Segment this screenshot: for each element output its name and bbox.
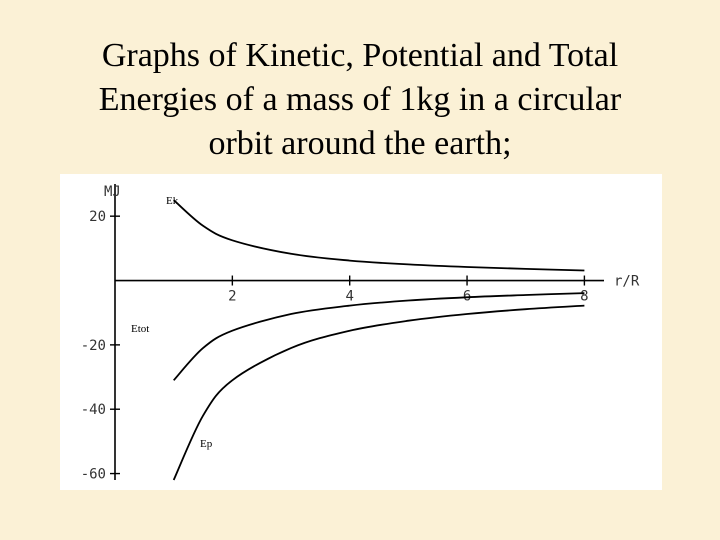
- series-label-etot: Etot: [131, 323, 150, 335]
- x-tick-label: 4: [345, 288, 354, 305]
- x-tick-label: 6: [462, 288, 472, 305]
- slide-title: [0, 34, 720, 166]
- axis-ticks: [81, 209, 589, 482]
- y-tick-label: -20: [80, 337, 106, 354]
- series-label-ep: Ep: [200, 438, 213, 450]
- y-axis-label: MJ: [104, 184, 121, 200]
- title-line-3: orbit around the earth;: [208, 125, 512, 162]
- y-tick-label: -60: [80, 466, 106, 483]
- curves: [174, 200, 585, 480]
- chart-panel: [60, 174, 662, 490]
- title-line-2: Energies of a mass of 1kg in a circular: [98, 81, 622, 118]
- y-tick-label: -40: [80, 402, 106, 419]
- x-tick-label: 8: [580, 288, 589, 305]
- title-line-1: Graphs of Kinetic, Potential and Total: [101, 37, 619, 74]
- series-line-etot: [174, 293, 585, 380]
- energy-chart: [60, 174, 662, 490]
- x-axis-label: r/R: [614, 273, 640, 290]
- series-line-ep: [174, 306, 585, 480]
- series-label-ek: Ek: [166, 195, 179, 207]
- series-line-ek: [174, 200, 585, 270]
- x-tick-label: 2: [228, 288, 237, 305]
- y-tick-label: 20: [89, 209, 106, 226]
